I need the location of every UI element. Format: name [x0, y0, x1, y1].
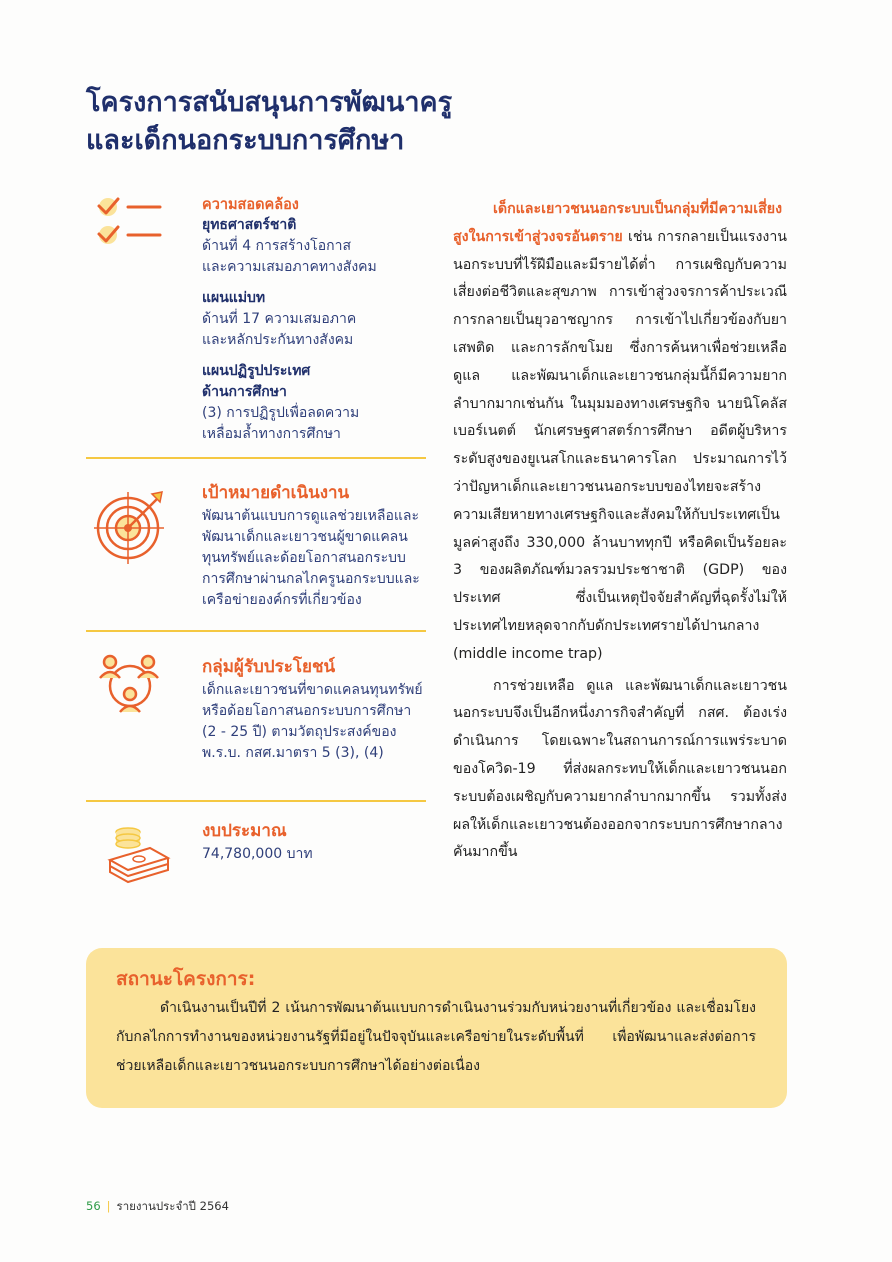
- beneficiaries-section: [86, 648, 426, 778]
- masterplan-line1: ด้านที่ 17 ความเสมอภาค: [202, 311, 357, 327]
- alignment-section: [86, 195, 426, 445]
- budget-heading: งบประมาณ: [202, 821, 287, 841]
- body-paragraph-2: การช่วยเหลือ ดูแล และพัฒนาเด็กและเยาวชนนอกระบบจึงเป็นอีกหนึ่งภารกิจสำคัญที่ กสศ. ต้องเร่งดำเนินการ โดยเฉพาะในสถานการณ์การแพร่ระบาดของโควิด-19 ที่ส่งผลกระทบให้เด็กและเยาวชนนอกระบบต้องเผชิญกับความยากลำบากมากขึ้น รวมทั้งส่งผลให้เด็กและเยาวชนต้องออกจากระบบการศึกษากลางคันมากขึ้น: [453, 677, 787, 861]
- page-number: 56: [86, 1199, 101, 1213]
- alignment-heading: ความสอดคล้อง: [202, 197, 299, 213]
- masterplan-heading: แผนแม่บท: [202, 290, 266, 306]
- project-status-box: [86, 948, 787, 1108]
- reform-heading-2: ด้านการศึกษา: [202, 384, 287, 400]
- page-title: [86, 84, 506, 160]
- money-stack-icon: [106, 826, 196, 888]
- section-divider: [86, 457, 426, 459]
- reform-line2: เหลื่อมล้ำทางการศึกษา: [202, 426, 341, 442]
- footer-separator: |: [106, 1199, 111, 1213]
- budget-amount: 74,780,000 บาท: [202, 846, 313, 862]
- goal-line-3: ทุนทรัพย์และด้อยโอกาสนอกระบบ: [202, 550, 406, 566]
- goal-heading: เป้าหมายดำเนินงาน: [202, 483, 350, 503]
- alignment-text: [202, 195, 430, 445]
- report-title: รายงานประจำปี 2564: [116, 1199, 229, 1213]
- page-title-line1: โครงการสนับสนุนการพัฒนาครู: [86, 87, 453, 118]
- strategy-heading: ยุทธศาสตร์ชาติ: [202, 217, 297, 233]
- reform-heading-1: แผนปฏิรูปประเทศ: [202, 363, 311, 379]
- strategy-line2: และความเสมอภาคทางสังคม: [202, 259, 377, 275]
- people-group-icon: [98, 652, 188, 720]
- beneficiaries-line-2: หรือด้อยโอกาสนอกระบบการศึกษา: [202, 703, 412, 719]
- budget-text: [202, 818, 430, 865]
- status-text: ดำเนินงานเป็นปีที่ 2 เน้นการพัฒนาต้นแบบการดำเนินงานร่วมกับหน่วยงานที่เกี่ยวข้อง และเชื่อมโยงกับกลไกการทำงานของหน่วยงานรัฐที่มีอยู่ในปัจจุบันและเครือข่ายในระดับพื้นที่ เพื่อพัฒนาและส่งต่อการช่วยเหลือเด็กและเยาวชนนอกระบบการศึกษาได้อย่างต่อเนื่อง: [116, 1000, 756, 1074]
- goal-text: [202, 480, 430, 611]
- goal-line-1: พัฒนาต้นแบบการดูแลช่วยเหลือและ: [202, 508, 420, 524]
- beneficiaries-line-4: พ.ร.บ. กสศ.มาตรา 5 (3), (4): [202, 745, 384, 761]
- section-divider: [86, 800, 426, 802]
- body-paragraph-1-rest: เช่น การกลายเป็นแรงงานนอกระบบที่ไร้ฝีมือและมีรายได้ต่ำ การเผชิญกับความเสี่ยงต่อชีวิตและสุขภาพ การเข้าสู่วงจรการค้าประเวณี การกลายเป็นยุวอาชญากร การเข้าไปเกี่ยวข้องกับยาเสพติด และการลักขโมย ซึ่งการค้นหาเพื่อช่วยเหลือ ดูแล และพัฒนาเด็กและเยาวชนกลุ่มนี้ก็มีความยากลำบากมากเช่นกัน ในมุมมองทางเศรษฐกิจ นายนิโคลัส เบอร์เนตต์ นักเศรษฐศาสตร์การศึกษา อดีตผู้บริหารระดับสูงของยูเนสโกและธนาคารโลก ประมาณการไว้ว่าปัญหาเด็กและเยาวชนนอกระบบของไทยจะสร้างความเสียหายทางเศรษฐกิจและสังคมให้กับประเทศเป็นมูลค่าสูงถึง 330,000 ล้านบาททุกปี หรือคิดเป็นร้อยละ 3 ของผลิตภัณฑ์มวลรวมประชาชาติ (GDP) ของประเทศ ซึ่งเป็นเหตุปัจจัยสำคัญที่ฉุดรั้งไม่ให้ประเทศไทยหลุดจากกับดักประเทศรายได้ปานกลาง (middle income trap): [453, 228, 787, 662]
- beneficiaries-text: [202, 654, 430, 764]
- budget-section: [86, 818, 426, 888]
- beneficiaries-line-1: เด็กและเยาวชนที่ขาดแคลนทุนทรัพย์: [202, 682, 423, 698]
- page-title-line2: และเด็กนอกระบบการศึกษา: [86, 125, 405, 156]
- checklist-icon: [86, 195, 176, 255]
- section-divider: [86, 630, 426, 632]
- strategy-line1: ด้านที่ 4 การสร้างโอกาส: [202, 238, 351, 254]
- reform-line1: (3) การปฏิรูปเพื่อลดความ: [202, 405, 360, 421]
- body-text: [453, 196, 787, 871]
- body-paragraph-1: [453, 196, 787, 669]
- beneficiaries-heading: กลุ่มผู้รับประโยชน์: [202, 657, 336, 677]
- goal-line-4: การศึกษาผ่านกลไกครูนอกระบบและ: [202, 571, 420, 587]
- goal-line-2: พัฒนาเด็กและเยาวชนผู้ขาดแคลน: [202, 529, 408, 545]
- status-heading: สถานะโครงการ:: [116, 968, 256, 990]
- page-footer: [86, 1198, 229, 1216]
- goal-section: [86, 480, 426, 620]
- target-icon: [94, 488, 184, 568]
- body-highlight: เด็กและเยาวชนนอกระบบเป็นกลุ่มที่มีความเสี่ยงสูงในการเข้าสู่วงจรอันตราย: [453, 201, 783, 245]
- goal-line-5: เครือข่ายองค์กรที่เกี่ยวข้อง: [202, 592, 362, 608]
- masterplan-line2: และหลักประกันทางสังคม: [202, 332, 354, 348]
- beneficiaries-line-3: (2 - 25 ปี) ตามวัตถุประสงค์ของ: [202, 724, 397, 740]
